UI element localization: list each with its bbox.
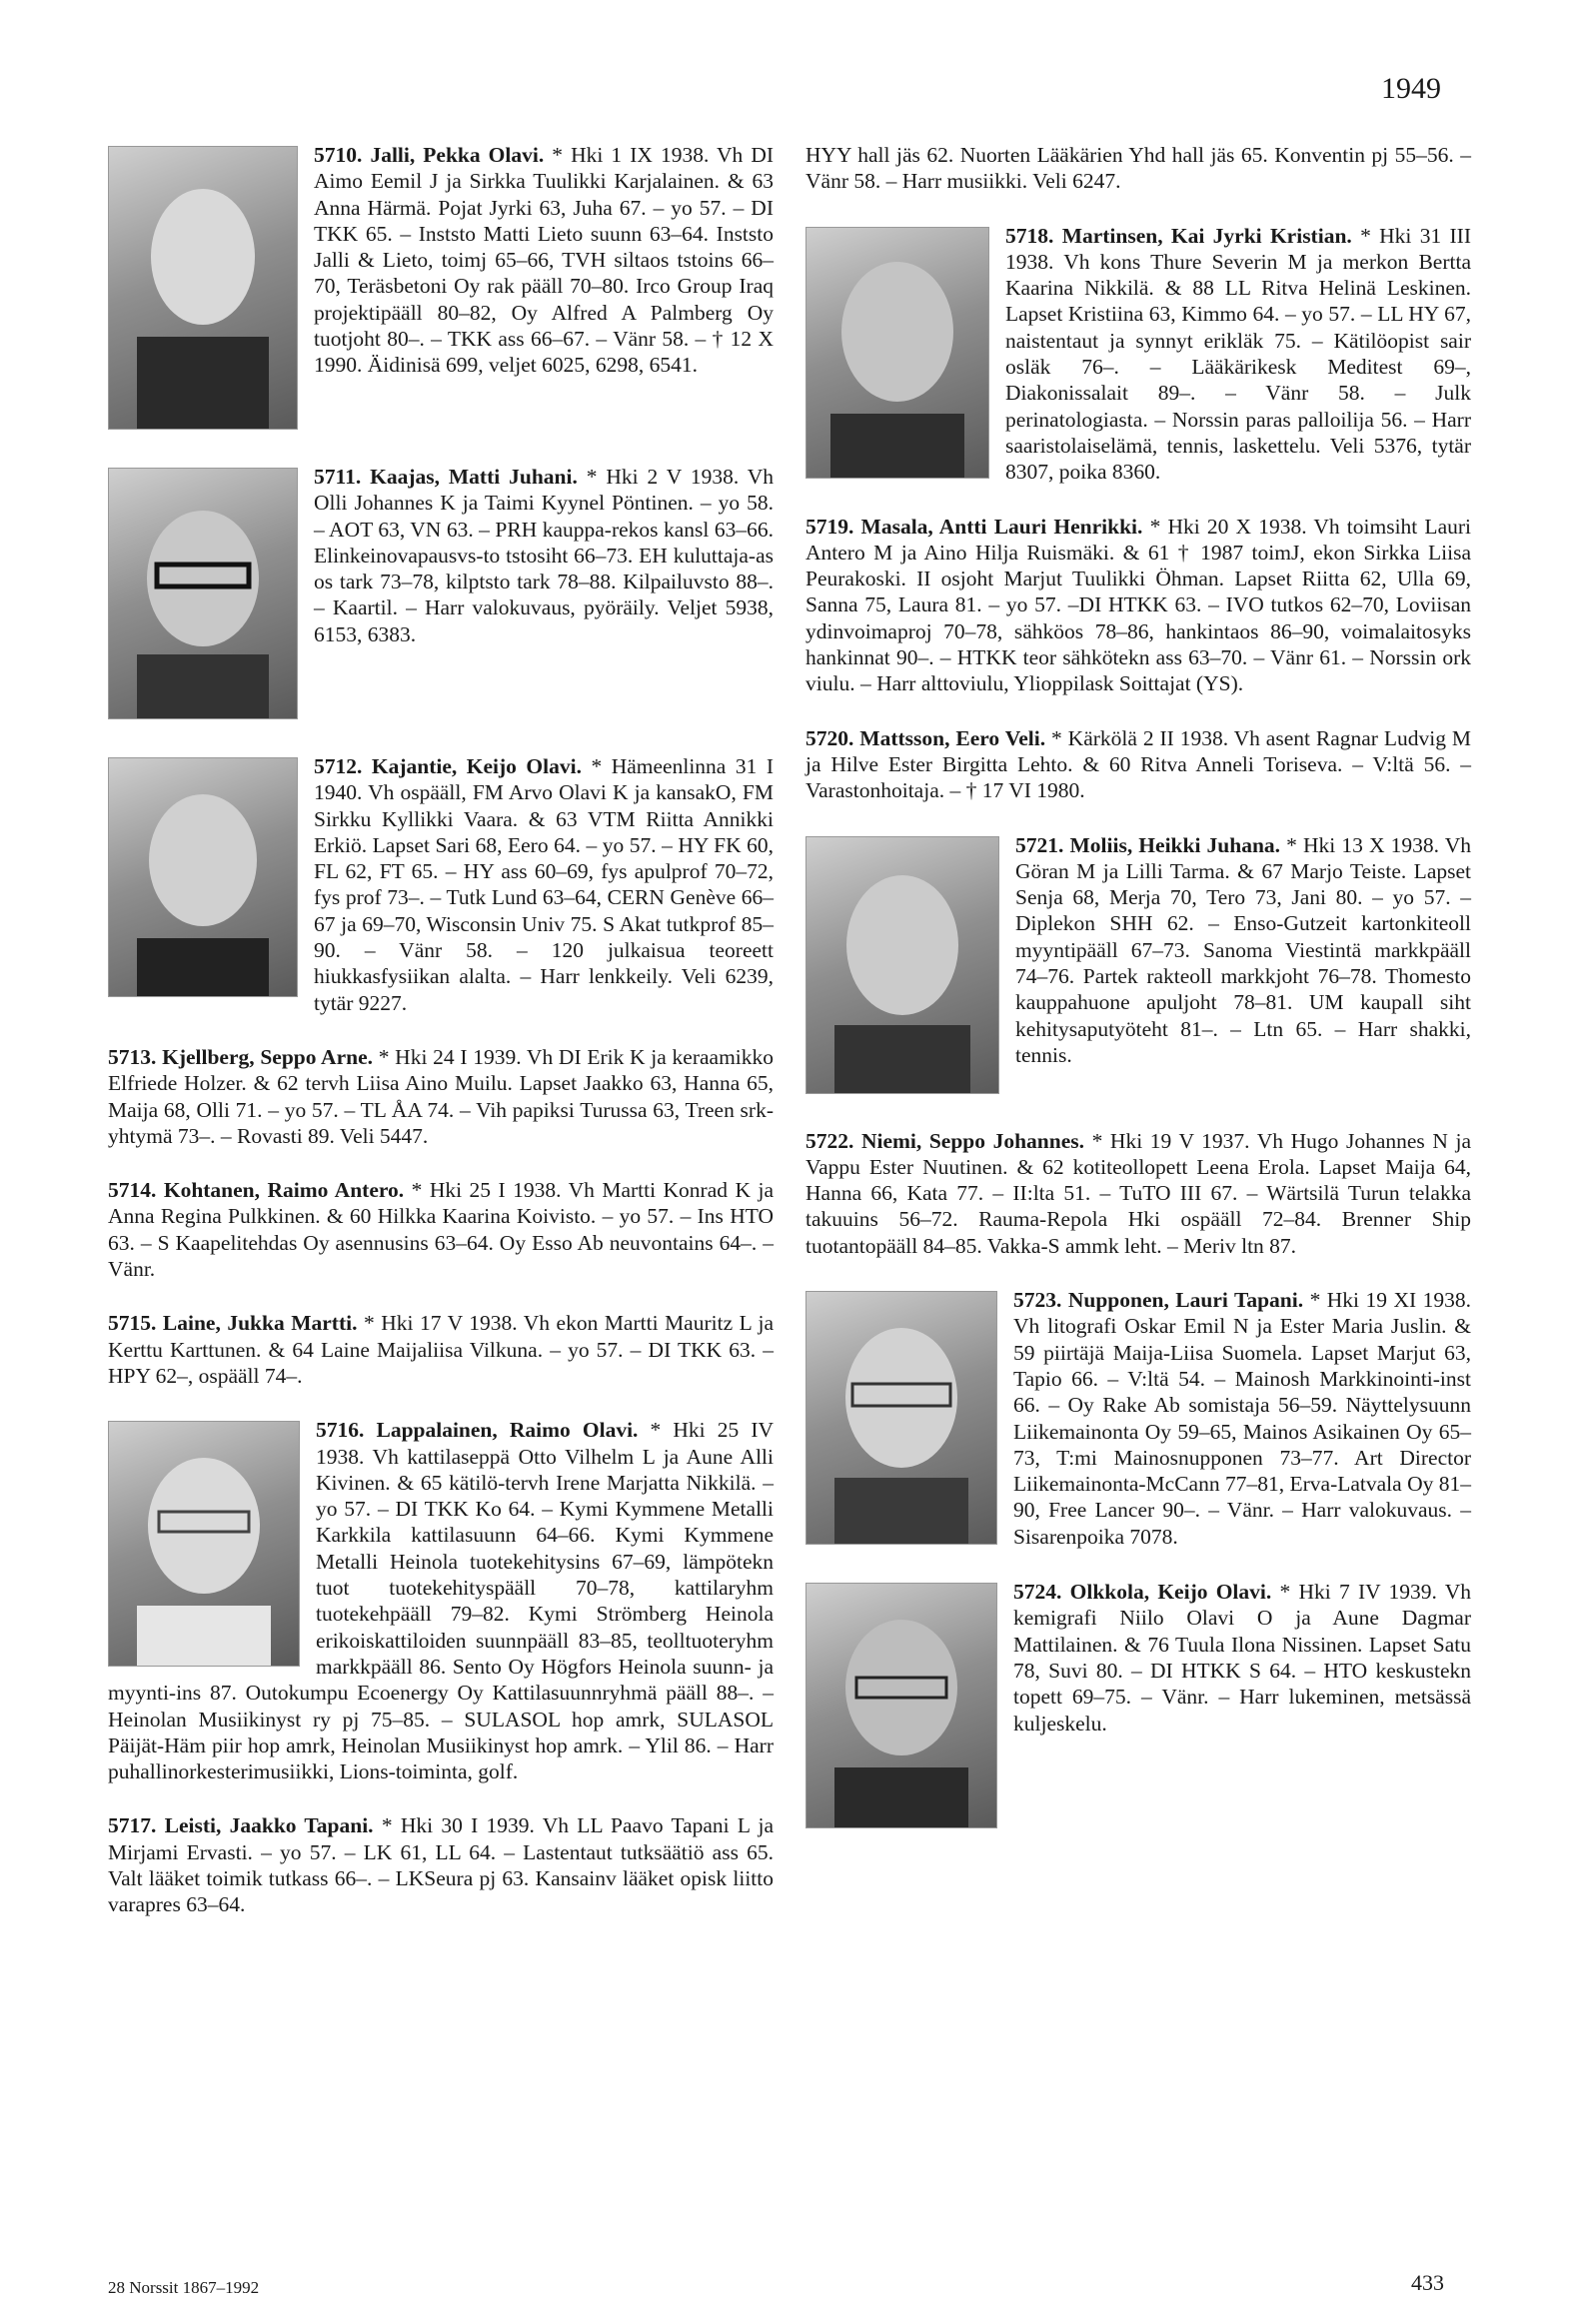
- entry-5722: 5722. Niemi, Seppo Johannes. * Hki 19 V 1937. Vh Hugo Johannes N ja Vappu Ester Nuutinen. & 62 kotiteollopett Leena Erola. Lapset Maija 64, Hanna 66, Kata 77. – II:lta 51. – TuTO III 67. – Wärtsilä Turun telakka takuuins 56–72. Rauma-Repola Hki ospääll 72–84. Brenner Ship tuotantopääll 84–85. Vakka-S ammk leht. – Meriv ltn 87.: [805, 1128, 1472, 1258]
- entry-text: * Hki 31 III 1938. Vh kons Thure Severin M ja merkon Bertta Kaarina Nikkilä. & 88 LL Ritva Helinä Leskinen. Lapset Kristiina 63, Kimmo 64. – yo 57. – LL HY 67, naistentaut ja synnyt erikläk 75. – Kätilöopist sair osläk 76–. – Lääkärikesk Meditest 69–, Diakonissalait 89–. – Vänr 58. – Julk perinatologiasta. – Norssin paras palloilija 56. – Harr saaristolaiselämä, tennis, laskettelu. Veli 5376, tytär 8307, poika 8360.: [1005, 223, 1471, 485]
- right-column: [805, 142, 1471, 1862]
- portrait-photo: [108, 146, 298, 430]
- person-name: Kohtanen, Raimo Antero.: [163, 1178, 405, 1203]
- person-name: Kaajas, Matti Juhani.: [370, 465, 578, 489]
- entry-text: * Hki 1 IX 1938. Vh DI Aimo Eemil J ja Sirkka Tuulikki Karjalainen. & 63 Anna Härmä. Pojat Jyrki 63, Juha 67. – yo 57. – DI TKK 65. – Inststo Matti Lieto suunn 63–64. Inststo Jalli & Lieto, toimj 65–66, TVH siltaos tstoins 66–70, Teräsbetoni Oy rak pääll 70–80. Irco Group Iraq projektipääll 80–82, Oy Alfred A Palmberg Oy tuotjoht 80–. – TKK ass 66–67. – Vänr 58. – † 12 X 1990. Äidinisä 699, veljet 6025, 6298, 6541.: [314, 143, 775, 378]
- entry-text: * Hki 19 V 1937. Vh Hugo Johannes N ja Vappu Ester Nuutinen. & 62 kotiteollopett Leena Erola. Lapset Maija 64, Hanna 66, Kata 77. – II:lta 51. – TuTO III 67. – Wärtsilä Turun telakka takuuins 56–72. Rauma-Repola Hki ospääll 72–84. Brenner Ship tuotantopääll 84–85. Vakka-S ammk leht. – Meriv ltn 87.: [805, 1128, 1472, 1258]
- entry-text: * Hki 24 I 1939. Vh DI Erik K ja keraamikko Elfriede Holzer. & 62 tervh Liisa Aino Muilu. Lapset Jaakko 63, Hanna 65, Maija 68, Olli 71. – yo 57. – TL ÅA 74. – Vih papiksi Turussa 63, Treen srk-yhtymä 73–. – Rovasti 89. Veli 5447.: [108, 1044, 775, 1148]
- entry-text: * Hki 25 I 1938. Vh Martti Konrad K ja Anna Regina Pulkkinen. & 60 Hilkka Kaarina Koivisto. – yo 57. – Ins HTO 63. – S Kaapelitehdas Oy asennusins 63–64. Oy Esso Ab neuvontains 64–. – Vänr.: [108, 1178, 774, 1282]
- entry-text: * Hki 7 IV 1939. Vh kemigrafi Niilo Olavi O ja Aune Dagmar Mattilainen. & 76 Tuula Ilona Nissinen. Lapset Satu 78, Suvi 80. – DI HTKK S 64. – HTO keskustekn topett 69–75. – Vänr. – Harr lukeminen, metsässä kuljeskelu.: [1013, 1580, 1472, 1736]
- entry-5710: 5710. Jalli, Pekka Olavi. * Hki 1 IX 1938. Vh DI Aimo Eemil J ja Sirkka Tuulikki Karjalainen. & 63 Anna Härmä. Pojat Jyrki 63, Juha 67. – yo 57. – DI TKK 65. – Inststo Matti Lieto suunn 63–64. Inststo Jalli & Lieto, toimj 65–66, TVH siltaos tstoins 66–70, Teräsbetoni Oy rak pääll 70–80. Irco Group Iraq projektipääll 80–82, Oy Alfred A Palmberg Oy tuotjoht 80–. – TKK ass 66–67. – Vänr 58. – † 12 X 1990. Äidinisä 699, veljet 6025, 6298, 6541.: [108, 142, 774, 436]
- entry-5721: 5721. Moliis, Heikki Juhana. * Hki 13 X 1938. Vh Göran M ja Lilli Tarma. & 67 Marjo Teiste. Lapset Senja 68, Merja 70, Tero 73, Jani 80. – yo 57. – Diplekon SHH 62. – Enso-Gutzeit kartonkiteoll myyntipääll 67–73. Sanoma Viestintä markkpääll 74–76. Partek rakteoll markkjoht 76–78. Thomesto kauppahuone apuljoht 78–81. UM kaupall siht kehitysaputyöteht 81–. – Ltn 65. – Harr shakki, tennis.: [805, 832, 1471, 1100]
- entry-text: * Hki 17 V 1938. Vh ekon Martti Mauritz L ja Kerttu Karttunen. & 64 Laine Maijaliisa Vilkuna. – yo 57. – DI TKK 63. – HPY 62–, ospääll 74–.: [108, 1311, 774, 1388]
- portrait-photo: [108, 468, 298, 719]
- portrait-photo: [805, 836, 999, 1094]
- entry-5713: 5713. Kjellberg, Seppo Arne. * Hki 24 I 1939. Vh DI Erik K ja keraamikko Elfriede Holzer. & 62 tervh Liisa Aino Muilu. Lapset Jaakko 63, Hanna 65, Maija 68, Olli 71. – yo 57. – TL ÅA 74. – Vih papiksi Turussa 63, Treen srk-yhtymä 73–. – Rovasti 89. Veli 5447.: [108, 1044, 775, 1148]
- entry-text: * Hki 25 IV 1938. Vh kattilaseppä Otto Vilhelm L ja Aune Alli Kivinen. & 65 kätilö-tervh Irene Marjatta Nikkilä. – yo 57. – DI TKK Ko 64. – Kymi Kymmene Metalli Karkkila kattilasuunn 64–66. Kymi Kymmene Metalli Heinola tuotekehitysins 67–69, lämpötekn tuot tuotekehityspääll 70–78, kattilaryhm tuotekehpääll 79–82. Kymi Strömberg Heinola erikoiskattiloiden suunnpääll 83–85, teolltuoteryhm markkpääll 86. Sento Oy Högfors Heinola suunn- ja myynti-ins 87. Outokumpu Ecoenergy Oy Kattilasuunnryhmä pääll 88–. – Heinolan Musiikinyst ry pj 75–85. – SULASOL hop amrk, SULASOL Päijät-Häm piir hop amrk, Heinolan Musiikinyst hop amrk. – Ylil 86. – Harr puhallinorkesterimusiikki, Lions-toiminta, golf.: [108, 1418, 775, 1784]
- entry-5712: 5712. Kajantie, Keijo Olavi. * Hämeenlinna 31 I 1940. Vh ospääll, FM Arvo Olavi K ja kansakO, FM Sirkku Kyllikki Vaara. & 63 VTM Riitta Annikki Erkiö. Lapset Sari 68, Eero 64. – yo 57. – HY FK 60, FL 62, FT 65. – HY ass 60–69, fys apulprof 70–72, fys prof 73–. – Tutk Lund 63–64, CERN Genève 66–67 ja 69–70, Wisconsin Univ 75. S Akat tutkprof 85–90. – Vänr 58. – 120 julkaisua teoreett hiukkasfysiikan alalta. – Harr lenkkeily. Veli 6239, tytär 9227.: [108, 753, 774, 1016]
- entry-5716: 5716. Lappalainen, Raimo Olavi. * Hki 25 IV 1938. Vh kattilaseppä Otto Vilhelm L ja Aune Alli Kivinen. & 65 kätilö-tervh Irene Marjatta Nikkilä. – yo 57. – DI TKK Ko 64. – Kymi Kymmene Metalli Karkkila kattilasuunn 64–66. Kymi Kymmene Metalli Heinola tuotekehitysins 67–69, lämpötekn tuot tuotekehityspääll 70–78, kattilaryhm tuotekehpääll 79–82. Kymi Strömberg Heinola erikoiskattiloiden suunnpääll 83–85, teolltuoteryhm markkpääll 86. Sento Oy Högfors Heinola suunn- ja myynti-ins 87. Outokumpu Ecoenergy Oy Kattilasuunnryhmä pääll 88–. – Heinolan Musiikinyst ry pj 75–85. – SULASOL hop amrk, SULASOL Päijät-Häm piir hop amrk, Heinolan Musiikinyst hop amrk. – Ylil 86. – Harr puhallinorkesterimusiikki, Lions-toiminta, golf.: [108, 1418, 775, 1784]
- entry-5724: 5724. Olkkola, Keijo Olavi. * Hki 7 IV 1939. Vh kemigrafi Niilo Olavi O ja Aune Dagmar Mattilainen. & 76 Tuula Ilona Nissinen. Lapset Satu 78, Suvi 80. – DI HTKK S 64. – HTO keskustekn topett 69–75. – Vänr. – Harr lukeminen, metsässä kuljeskelu.: [805, 1579, 1471, 1834]
- entry-text: * Hämeenlinna 31 I 1940. Vh ospääll, FM Arvo Olavi K ja kansakO, FM Sirkku Kyllikki Vaara. & 63 VTM Riitta Annikki Erkiö. Lapset Sari 68, Eero 64. – yo 57. – HY FK 60, FL 62, FT 65. – HY ass 60–69, fys apulprof 70–72, fys prof 73–. – Tutk Lund 63–64, CERN Genève 66–67 ja 69–70, Wisconsin Univ 75. S Akat tutkprof 85–90. – Vänr 58. – 120 julkaisua teoreett hiukkasfysiikan alalta. – Harr lenkkeily. Veli 6239, tytär 9227.: [314, 754, 774, 1015]
- entry-5711: 5711. Kaajas, Matti Juhani. * Hki 2 V 1938. Vh Olli Johannes K ja Taimi Kyynel Pöntinen. – yo 58. – AOT 63, VN 63. – PRH kauppa-rekos kansl 63–66. Elinkeinovapausvs-to tstosiht 66–73. EH kuluttaja-as os tark 73–78, kilptsto tark 78–88. Kilpailuvsto 88–. – Kaartil. – Harr valokuvaus, pyöräily. Veljet 5938, 6153, 6383.: [108, 464, 774, 725]
- entry-text: * Hki 13 X 1938. Vh Göran M ja Lilli Tarma. & 67 Marjo Teiste. Lapset Senja 68, Merja 70, Tero 73, Jani 80. – yo 57. – Diplekon SHH 62. – Enso-Gutzeit kartonkiteoll myyntipääll 67–73. Sanoma Viestintä markkpääll 74–76. Partek rakteoll markkjoht 76–78. Thomesto kauppahuone apuljoht 78–81. UM kaupall siht kehitysaputyöteht 81–. – Ltn 65. – Harr shakki, tennis.: [1015, 832, 1471, 1067]
- footer-source: 28 Norssit 1867–1992: [108, 2278, 260, 2297]
- person-name: Lappalainen, Raimo Olavi.: [376, 1418, 639, 1443]
- person-name: Kjellberg, Seppo Arne.: [162, 1044, 373, 1069]
- person-name: Kajantie, Keijo Olavi.: [371, 754, 582, 778]
- entry-text: HYY hall jäs 62. Nuorten Lääkärien Yhd hall jäs 65. Konventin pj 55–56. – Vänr 58. – Harr musiikki. Veli 6247.: [805, 143, 1471, 194]
- entry-5715: 5715. Laine, Jukka Martti. * Hki 17 V 1938. Vh ekon Martti Mauritz L ja Kerttu Karttunen. & 64 Laine Maijaliisa Vilkuna. – yo 57. – DI TKK 63. – HPY 62–, ospääll 74–.: [108, 1311, 774, 1388]
- entry-5714: 5714. Kohtanen, Raimo Antero. * Hki 25 I 1938. Vh Martti Konrad K ja Anna Regina Pulkkinen. & 60 Hilkka Kaarina Koivisto. – yo 57. – Ins HTO 63. – S Kaapelitehdas Oy asennusins 63–64. Oy Esso Ab neuvontains 64–. – Vänr.: [108, 1178, 774, 1282]
- person-name: Moliis, Heikki Juhana.: [1069, 832, 1281, 857]
- portrait-photo: [805, 1583, 997, 1828]
- entry-5720: 5720. Mattsson, Eero Veli. * Kärkölä 2 II 1938. Vh asent Ragnar Ludvig M ja Hilve Ester Birgitta Lehto. & 60 Ritva Anneli Toriseva. – V:ltä 56. – Varastonhoitaja. – † 17 VI 1980.: [805, 725, 1472, 803]
- entry-5717-continued: [805, 142, 1471, 195]
- entry-text: * Hki 2 V 1938. Vh Olli Johannes K ja Taimi Kyynel Pöntinen. – yo 58. – AOT 63, VN 63. – PRH kauppa-rekos kansl 63–66. Elinkeinovapausvs-to tstosiht 66–73. EH kuluttaja-as os tark 73–78, kilptsto tark 78–88. Kilpailuvsto 88–. – Kaartil. – Harr valokuvaus, pyöräily. Veljet 5938, 6153, 6383.: [314, 465, 775, 646]
- person-name: Jalli, Pekka Olavi.: [370, 143, 545, 167]
- portrait-photo: [108, 757, 298, 997]
- person-name: Nupponen, Lauri Tapani.: [1067, 1288, 1304, 1313]
- entry-5719: 5719. Masala, Antti Lauri Henrikki. * Hki 20 X 1938. Vh toimsiht Lauri Antero M ja Aino Hilja Ruismäki. & 61 † 1987 toimJ, ekon Sirkka Liisa Peurakoski. II osjoht Marjut Tuulikki Öhman. Lapset Riitta 62, Ulla 69, Sanna 75, Laura 81. – yo 57. –DI HTKK 63. – IVO tutkos 62–70, Loviisan ydinvoimaproj 70–78, sähköos 78–86, hankintaos 86–90, voimalaitosyks hankinnat 90–. – HTKK teor sähkötekn ass 63–70. – Vänr 61. – Norssin ork viulu. – Harr alttoviulu, Ylioppilask Soittajat (YS).: [805, 514, 1471, 696]
- entry-text: * Hki 19 XI 1938. Vh litografi Oskar Emil N ja Ester Maria Juslin. & 59 piirtäjä Maija-Liisa Suomela. Lapset Marjut 63, Tapio 66. – V:ltä 54. – Mainosh Markkinointi-inst 66. – Oy Rake Ab somistaja 56–59. Näyttelysuunn Liikemainonta Oy 59–65, Mainos Asikainen Oy 65–73, T:mi Mainosnupponen 73–77. Art Director Liikemainonta-McCann 77–81, Erva-Latvala Oy 81–90, Free Lancer 90–. – Vänr. – Harr valokuvaus. – Sisarenpoika 7078.: [1013, 1288, 1472, 1549]
- portrait-photo: [108, 1421, 300, 1667]
- person-name: Olkkola, Keijo Olavi.: [1069, 1580, 1272, 1605]
- person-name: Niemi, Seppo Johannes.: [860, 1128, 1085, 1153]
- person-name: Mattsson, Eero Veli.: [859, 725, 1046, 750]
- person-name: Martinsen, Kai Jyrki Kristian.: [1061, 223, 1352, 248]
- page-year: 1949: [1381, 72, 1441, 105]
- portrait-photo: [805, 227, 989, 479]
- page-number: 433: [1411, 2270, 1444, 2295]
- entry-text: * Hki 20 X 1938. Vh toimsiht Lauri Antero M ja Aino Hilja Ruismäki. & 61 † 1987 toimJ, ekon Sirkka Liisa Peurakoski. II osjoht Marjut Tuulikki Öhman. Lapset Riitta 62, Ulla 69, Sanna 75, Laura 81. – yo 57. –DI HTKK 63. – IVO tutkos 62–70, Loviisan ydinvoimaproj 70–78, sähköos 78–86, hankintaos 86–90, voimalaitosyks hankinnat 90–. – HTKK teor sähkötekn ass 63–70. – Vänr 61. – Norssin ork viulu. – Harr alttoviulu, Ylioppilask Soittajat (YS).: [805, 514, 1471, 696]
- person-name: Leisti, Jaakko Tapani.: [164, 1813, 374, 1838]
- entry-text: * Kärkölä 2 II 1938. Vh asent Ragnar Ludvig M ja Hilve Ester Birgitta Lehto. & 60 Ritva Anneli Toriseva. – V:ltä 56. – Varastonhoitaja. – † 17 VI 1980.: [805, 725, 1472, 803]
- entry-5723: 5723. Nupponen, Lauri Tapani. * Hki 19 XI 1938. Vh litografi Oskar Emil N ja Ester Maria Juslin. & 59 piirtäjä Maija-Liisa Suomela. Lapset Marjut 63, Tapio 66. – V:ltä 54. – Mainosh Markkinointi-inst 66. – Oy Rake Ab somistaja 56–59. Näyttelysuunn Liikemainonta Oy 59–65, Mainos Asikainen Oy 65–73, T:mi Mainosnupponen 73–77. Art Director Liikemainonta-McCann 77–81, Erva-Latvala Oy 81–90, Free Lancer 90–. – Vänr. – Harr valokuvaus. – Sisarenpoika 7078.: [805, 1287, 1471, 1551]
- person-name: Masala, Antti Lauri Henrikki.: [860, 514, 1143, 539]
- entry-5718: 5718. Martinsen, Kai Jyrki Kristian. * Hki 31 III 1938. Vh kons Thure Severin M ja merkon Bertta Kaarina Nikkilä. & 88 LL Ritva Helinä Leskinen. Lapset Kristiina 63, Kimmo 64. – yo 57. – LL HY 67, naistentaut ja synnyt erikläk 75. – Kätilöopist sair osläk 76–. – Lääkärikesk Meditest 69–, Diakonissalait 89–. – Vänr 58. – Julk perinatologiasta. – Norssin paras palloilija 56. – Harr saaristolaiselämä, tennis, laskettelu. Veli 5376, tytär 8307, poika 8360.: [805, 223, 1471, 486]
- left-column: [108, 142, 774, 1946]
- entry-5717: 5717. Leisti, Jaakko Tapani. * Hki 30 I 1939. Vh LL Paavo Tapani L ja Mirjami Ervasti. – yo 57. – LK 61, LL 64. – Lastentaut tutksäätiö ass 65. Valt lääket toimik tutkass 66–. – LKSeura pj 63. Kansainv lääket opisk liitto varapres 63–64.: [108, 1813, 775, 1917]
- entry-text: * Hki 30 I 1939. Vh LL Paavo Tapani L ja Mirjami Ervasti. – yo 57. – LK 61, LL 64. – Lastentaut tutksäätiö ass 65. Valt lääket toimik tutkass 66–. – LKSeura pj 63. Kansainv lääket opisk liitto varapres 63–64.: [108, 1813, 775, 1917]
- portrait-photo: [805, 1291, 997, 1545]
- person-name: Laine, Jukka Martti.: [162, 1311, 358, 1336]
